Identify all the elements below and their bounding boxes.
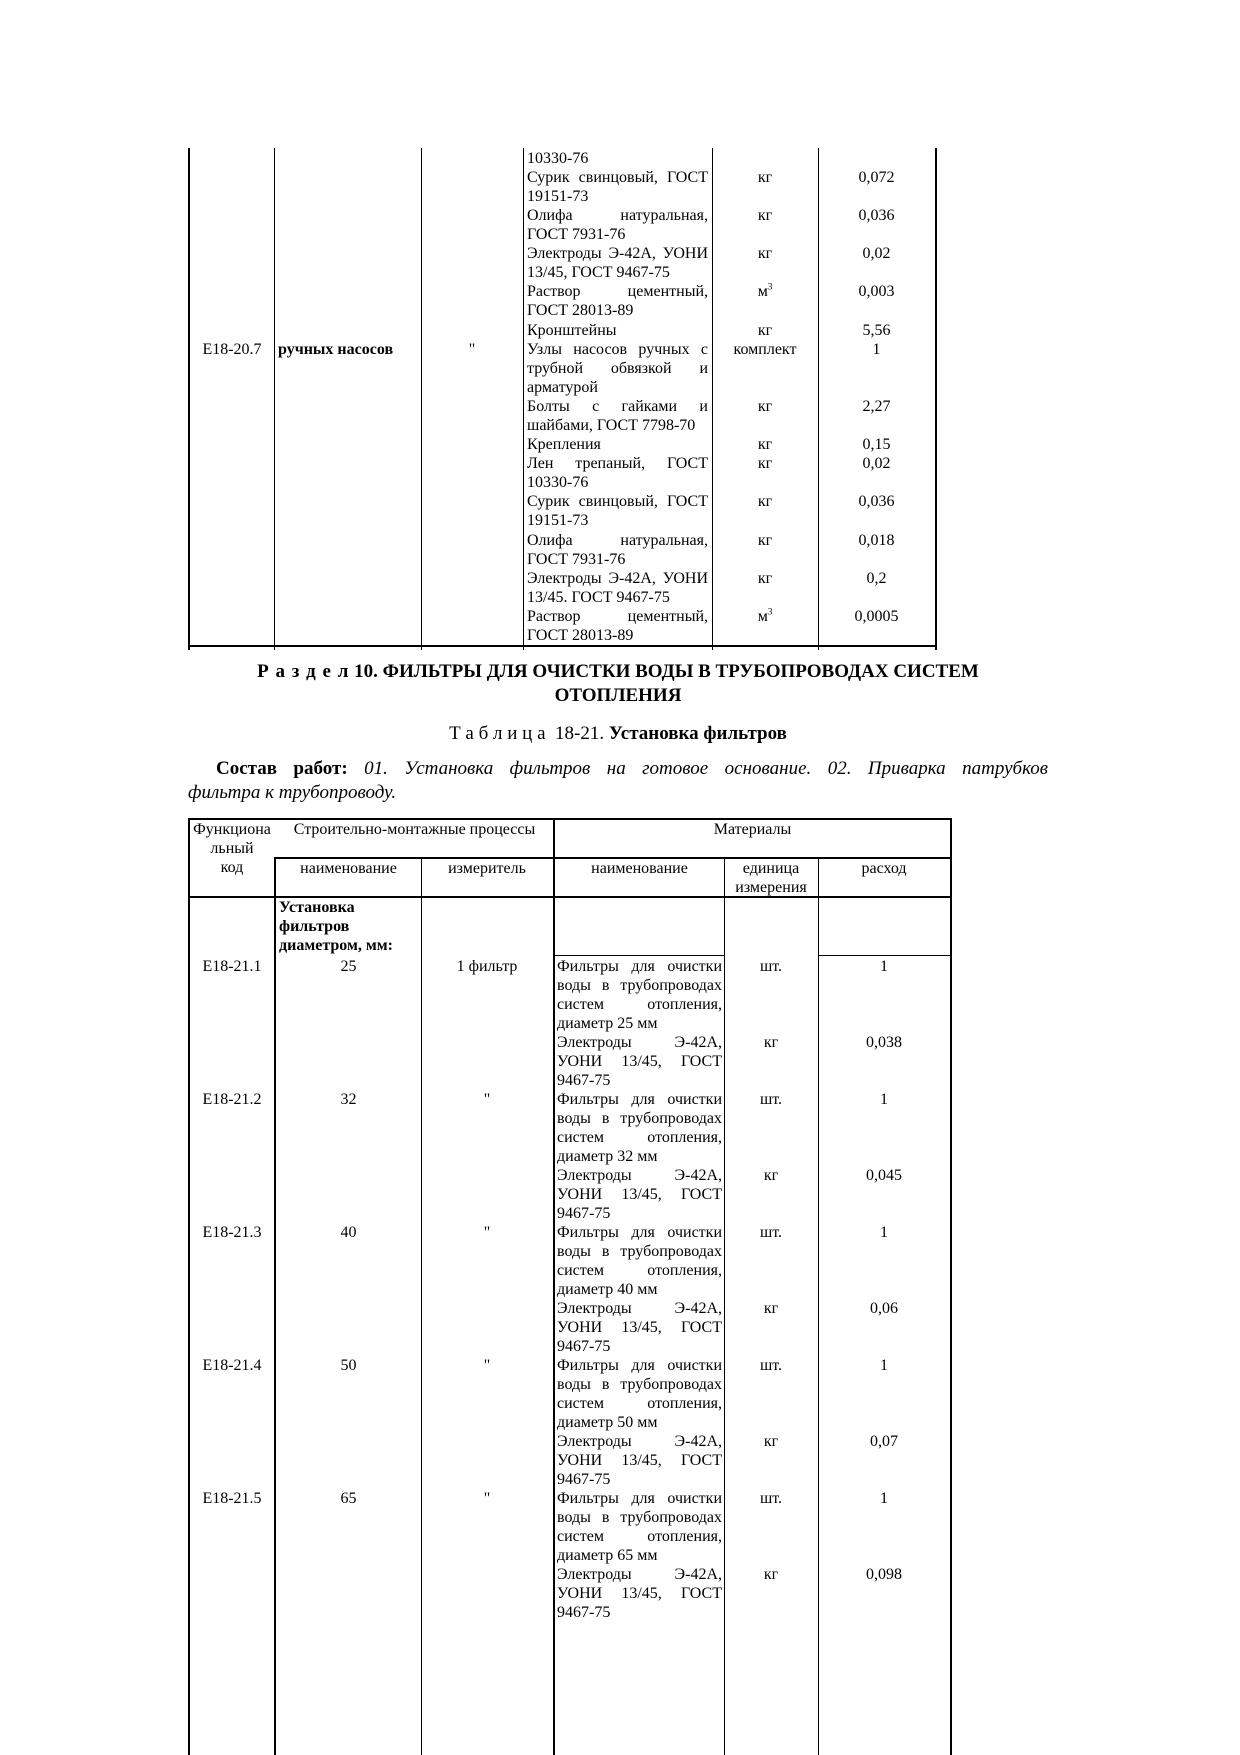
table1-border-right bbox=[935, 148, 937, 650]
header-material-name: наименование bbox=[591, 860, 688, 877]
row-electrode-qty: 0,06 bbox=[870, 1300, 898, 1317]
material-name: Олифа натуральная, ГОСТ 7931-76 bbox=[527, 207, 708, 243]
material-qty: 0,036 bbox=[858, 207, 895, 224]
row-filter-name-line: систем отопления, bbox=[557, 1129, 722, 1146]
work-text-line2: фильтра к трубопроводу. bbox=[188, 782, 397, 803]
row-electrode-unit: кг bbox=[763, 1300, 779, 1317]
row-diameter: 32 bbox=[340, 1091, 357, 1108]
material-unit: $м^3$ bbox=[757, 281, 773, 300]
row-filter-qty: 1 bbox=[880, 1091, 888, 1108]
material-qty: 0,02 bbox=[862, 245, 891, 262]
row-electrode-name-line: Электроды Э-42А, bbox=[557, 1566, 722, 1583]
group-row-divider bbox=[818, 955, 951, 956]
row-filter-name-line: воды в трубопроводах bbox=[557, 977, 722, 994]
header-code-line: код bbox=[220, 859, 244, 876]
row-electrode-name-line: 9467-75 bbox=[557, 1205, 611, 1222]
row-filter-name-line: систем отопления, bbox=[557, 1528, 722, 1545]
header-measure: измеритель bbox=[448, 860, 526, 877]
work-composition bbox=[188, 757, 1048, 805]
row-filter-unit: шт. bbox=[759, 1357, 783, 1374]
row-code: Е18-21.3 bbox=[202, 1224, 262, 1241]
row-code: Е18-21.4 bbox=[202, 1357, 262, 1374]
row-diameter: 40 bbox=[340, 1224, 357, 1241]
row-measure: " bbox=[483, 1224, 491, 1241]
table2-divider bbox=[553, 818, 555, 1755]
header-code bbox=[190, 820, 274, 877]
table1-border-bottom bbox=[188, 645, 937, 647]
row-filter-name-line: воды в трубопроводах bbox=[557, 1376, 722, 1393]
material-qty: 0,2 bbox=[866, 570, 887, 587]
row-electrode-unit: кг bbox=[763, 1566, 779, 1583]
row-filter-qty: 1 bbox=[880, 958, 888, 975]
row-filter-name-line: диаметр 50 мм bbox=[557, 1414, 658, 1431]
row-filter-name-line: воды в трубопроводах bbox=[557, 1110, 722, 1127]
row-electrode-name-line: 9467-75 bbox=[557, 1471, 611, 1488]
material-unit: кг bbox=[757, 398, 773, 415]
header-code-line: Функциона bbox=[193, 821, 271, 838]
material-unit: кг bbox=[757, 169, 773, 186]
row-filter-name-line: диаметр 25 мм bbox=[557, 1015, 658, 1032]
material-qty: 0,003 bbox=[858, 283, 895, 300]
section-title-line1: 10. ФИЛЬТРЫ ДЛЯ ОЧИСТКИ ВОДЫ В ТРУБОПРОВОДАХ СИСТЕМ bbox=[354, 661, 979, 682]
material-qty: 0,15 bbox=[862, 436, 891, 453]
material-unit: $м^3$ bbox=[757, 606, 773, 625]
material-unit: кг bbox=[757, 455, 773, 472]
material-unit: кг bbox=[757, 322, 773, 339]
row-filter-name-line: Фильтры для очистки bbox=[557, 1224, 722, 1241]
row-diameter: 25 bbox=[340, 958, 357, 975]
row-filter-qty: 1 bbox=[880, 1490, 888, 1507]
material-unit: кг bbox=[757, 245, 773, 262]
table-caption-title: Установка фильтров bbox=[608, 723, 787, 744]
table2-divider bbox=[421, 857, 422, 1755]
group-row-divider bbox=[553, 955, 725, 956]
table2-divider bbox=[274, 857, 276, 1755]
header-code-line: льный bbox=[210, 840, 254, 857]
header-materials: Материалы bbox=[713, 821, 792, 838]
table1-divider bbox=[523, 148, 524, 650]
material-qty: 5,56 bbox=[862, 322, 891, 339]
material-unit: кг bbox=[757, 493, 773, 510]
row-filter-qty: 1 bbox=[880, 1357, 888, 1374]
header-unit-line: единица bbox=[742, 860, 800, 877]
row-filter-name-line: Фильтры для очистки bbox=[557, 958, 722, 975]
table-caption-number: 18-21. bbox=[555, 723, 605, 744]
row-filter-unit: шт. bbox=[759, 958, 783, 975]
table1-border-left bbox=[188, 148, 190, 650]
row-code: Е18-21.5 bbox=[202, 1490, 262, 1507]
material-name: Раствор цементный, ГОСТ 28013-89 bbox=[527, 608, 708, 644]
header-processes: Строительно-монтажные процессы bbox=[293, 821, 536, 838]
material-qty: 2,27 bbox=[862, 398, 891, 415]
group-heading bbox=[279, 898, 419, 955]
material-name: Раствор цементный, ГОСТ 28013-89 bbox=[527, 283, 708, 319]
row-electrode-unit: кг bbox=[763, 1167, 779, 1184]
row-diameter: 65 bbox=[340, 1490, 357, 1507]
row-electrode-name-line: 9467-75 bbox=[557, 1072, 611, 1089]
row-electrode-name-line: Электроды Э-42А, bbox=[557, 1034, 722, 1051]
material-qty: 0,018 bbox=[858, 532, 895, 549]
row-electrode-name-line: Электроды Э-42А, bbox=[557, 1300, 722, 1317]
material-unit: кг bbox=[757, 207, 773, 224]
row-code: Е18-21.1 bbox=[202, 958, 262, 975]
row-electrode-name-line: УОНИ 13/45, ГОСТ bbox=[557, 1319, 722, 1336]
row-filter-unit: шт. bbox=[759, 1490, 783, 1507]
row-measure: " bbox=[483, 1490, 491, 1507]
row-electrode-name-line: УОНИ 13/45, ГОСТ bbox=[557, 1452, 722, 1469]
row-filter-qty: 1 bbox=[880, 1224, 888, 1241]
row-process-name: ручных насосов bbox=[278, 341, 394, 358]
row-filter-name-line: диаметр 40 мм bbox=[557, 1281, 658, 1298]
row-filter-name-line: систем отопления, bbox=[557, 996, 722, 1013]
row-measure: " bbox=[468, 341, 476, 358]
row-electrode-unit: кг bbox=[763, 1034, 779, 1051]
material-qty: 0,036 bbox=[858, 493, 895, 510]
work-label: Состав работ: bbox=[216, 758, 348, 779]
row-electrode-name-line: УОНИ 13/45, ГОСТ bbox=[557, 1585, 722, 1602]
table-caption bbox=[188, 722, 1048, 746]
row-electrode-name-line: Электроды Э-42А, bbox=[557, 1433, 722, 1450]
row-electrode-name-line: 9467-75 bbox=[557, 1604, 611, 1621]
row-filter-name-line: диаметр 65 мм bbox=[557, 1547, 658, 1564]
table1-divider bbox=[274, 148, 275, 650]
material-name: Кронштейны bbox=[527, 322, 617, 339]
material-qty: 0,072 bbox=[858, 169, 895, 186]
table2-border-right bbox=[950, 818, 952, 1755]
material-name: 10330-76 bbox=[527, 150, 589, 167]
group-heading-line: диаметром, мм: bbox=[279, 937, 393, 954]
row-electrode-name-line: УОНИ 13/45, ГОСТ bbox=[557, 1053, 722, 1070]
group-heading-line: Установка bbox=[279, 899, 355, 916]
group-heading-line: фильтров bbox=[279, 918, 350, 935]
table-caption-prefix: Т а б л и ц а bbox=[449, 723, 546, 744]
row-filter-name-line: систем отопления, bbox=[557, 1262, 722, 1279]
row-code: Е18-21.2 bbox=[202, 1091, 262, 1108]
row-filter-name-line: Фильтры для очистки bbox=[557, 1091, 722, 1108]
material-name: Олифа натуральная, ГОСТ 7931-76 bbox=[527, 532, 708, 568]
material-name: Электроды Э-42А, УОНИ 13/45. ГОСТ 9467-75 bbox=[527, 570, 708, 606]
material-name: Болты с гайками и шайбами, ГОСТ 7798-70 bbox=[527, 398, 708, 434]
work-text-line1: 01. Установка фильтров на готовое основание. 02. Приварка патрубков bbox=[364, 758, 1048, 779]
row-electrode-name-line: УОНИ 13/45, ГОСТ bbox=[557, 1186, 722, 1203]
material-unit: комплект bbox=[733, 341, 797, 358]
material-qty: 0,0005 bbox=[854, 608, 899, 625]
section-prefix: Р а з д е л bbox=[257, 661, 350, 682]
material-qty: 1 bbox=[872, 341, 881, 358]
row-electrode-unit: кг bbox=[763, 1433, 779, 1450]
row-filter-name-line: Фильтры для очистки bbox=[557, 1357, 722, 1374]
row-filter-name-line: систем отопления, bbox=[557, 1395, 722, 1412]
row-filter-name-line: диаметр 32 мм bbox=[557, 1148, 658, 1165]
section-title-line2: ОТОПЛЕНИЯ bbox=[554, 685, 682, 706]
material-unit: кг bbox=[757, 570, 773, 587]
material-name: Крепления bbox=[527, 436, 601, 453]
material-name: Узлы насосов ручных с трубной обвязкой и арматурой bbox=[527, 341, 708, 396]
row-electrode-name-line: 9467-75 bbox=[557, 1338, 611, 1355]
material-name: Сурик свинцовый, ГОСТ 19151-73 bbox=[527, 493, 708, 529]
row-filter-name-line: воды в трубопроводах bbox=[557, 1509, 722, 1526]
row-measure: " bbox=[483, 1091, 491, 1108]
section-heading bbox=[188, 660, 1048, 708]
material-qty: 0,02 bbox=[862, 455, 891, 472]
row-filter-unit: шт. bbox=[759, 1091, 783, 1108]
table1-divider bbox=[421, 148, 422, 650]
material-name: Лен трепаный, ГОСТ 10330-76 bbox=[527, 455, 708, 491]
material-name: Сурик свинцовый, ГОСТ 19151-73 bbox=[527, 169, 708, 205]
material-unit: кг bbox=[757, 532, 773, 549]
header-process-name: наименование bbox=[300, 860, 397, 877]
row-filter-name-line: воды в трубопроводах bbox=[557, 1243, 722, 1260]
row-electrode-qty: 0,045 bbox=[866, 1167, 902, 1184]
row-electrode-qty: 0,038 bbox=[866, 1034, 902, 1051]
header-unit bbox=[724, 859, 818, 897]
row-diameter: 50 bbox=[340, 1357, 357, 1374]
material-unit: кг bbox=[757, 436, 773, 453]
header-qty: расход bbox=[861, 860, 907, 877]
row-measure: 1 фильтр bbox=[456, 958, 518, 975]
row-filter-unit: шт. bbox=[759, 1224, 783, 1241]
row-electrode-name-line: Электроды Э-42А, bbox=[557, 1167, 722, 1184]
header-unit-line: измерения bbox=[735, 879, 807, 896]
row-electrode-qty: 0,07 bbox=[870, 1433, 898, 1450]
row-measure: " bbox=[483, 1357, 491, 1374]
row-code: Е18-20.7 bbox=[202, 341, 262, 358]
row-electrode-qty: 0,098 bbox=[866, 1566, 902, 1583]
material-name: Электроды Э-42А, УОНИ 13/45, ГОСТ 9467-75 bbox=[527, 245, 708, 281]
row-filter-name-line: Фильтры для очистки bbox=[557, 1490, 722, 1507]
